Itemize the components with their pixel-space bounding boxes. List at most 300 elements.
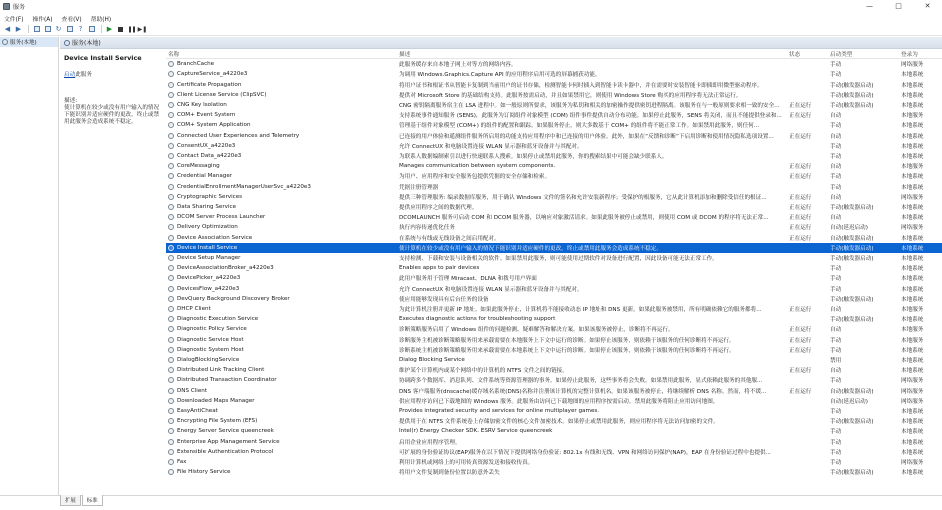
table-row[interactable] [166,355,942,365]
table-row[interactable] [166,192,942,202]
start-service-icon[interactable]: ▶ [106,24,113,33]
service-status: 正在运行 [789,337,812,344]
table-row[interactable] [166,161,942,171]
service-log-on-as: 本地系统 [901,419,924,426]
service-log-on-as: 本地系统 [901,123,924,130]
service-log-on-as: 本地系统 [901,317,924,324]
service-gear-icon [168,184,174,190]
service-description: Intel(r) Energy Checker SDK. ESRV Service queencreek [399,428,553,435]
service-name-cell [166,326,397,332]
table-row[interactable] [166,396,942,406]
service-name: DeviceAssociationBroker_a4220e3 [177,265,274,272]
service-name: Cryptographic Services [177,193,243,200]
service-name-cell [166,153,397,159]
service-name: Fax [177,459,187,466]
service-gear-icon [168,255,174,261]
service-gear-icon [168,469,174,475]
service-gear-icon [168,153,174,159]
table-row[interactable] [166,457,942,467]
help-icon[interactable]: ? [78,24,83,33]
title-bar [0,0,942,13]
table-row[interactable] [166,110,942,120]
service-name-cell [166,71,397,77]
table-row[interactable] [166,416,942,426]
service-name: Diagnostic System Host [177,346,244,353]
service-name: Diagnostic Execution Service [177,316,259,323]
service-name-cell [166,173,397,179]
service-description: 此用户服务用于管理 Miracast、DLNA 和拨号用户界面 [399,276,537,283]
table-row[interactable] [166,304,942,314]
gear-icon [2,39,8,45]
start-service-link[interactable]: 启动 [64,72,76,78]
stop-service-icon[interactable] [116,25,125,34]
service-gear-icon [168,398,174,404]
service-name-cell [166,398,397,404]
service-name: CaptureService_a4220e3 [177,71,248,78]
service-name: ConsentUX_a4220e3 [177,142,236,149]
service-name: DevQuery Background Discovery Broker [177,295,290,302]
service-gear-icon [168,92,174,98]
service-log-on-as: 本地系统 [901,92,924,99]
service-startup-type: 手动 [830,276,842,283]
service-log-on-as: 本地服务 [901,327,924,334]
service-log-on-as: 本地系统 [901,429,924,436]
service-status: 正在运行 [789,388,812,395]
service-log-on-as: 本地系统 [901,102,924,109]
table-row[interactable] [166,263,942,273]
service-description: 使应用能够发现具有后台任务的设备 [399,296,489,303]
service-log-on-as: 本地系统 [901,204,924,211]
service-name-cell [166,133,397,139]
service-startup-type: 手动(触发器启动) [830,92,874,99]
service-description: 诊断策略服务启用了 Windows 组件的问题检测、疑难解答和解决方案。如果该服务被停止，诊断将不再运行。 [399,327,674,334]
service-name-cell [166,337,397,343]
properties-icon[interactable] [43,25,52,34]
service-status: 正在运行 [789,306,812,313]
services-list [166,50,942,495]
minimize-button[interactable]: — [866,2,873,10]
service-log-on-as: 本地系统 [901,470,924,477]
service-startup-type: 自动 [830,133,842,140]
service-description: 诊断服务主机被诊断策略服务用来承载需要在本地服务上下文中运行的诊断。如果停止该服务，则依赖于该服务的任何诊断将不再运行。 [399,337,735,344]
main-pane [60,37,942,495]
service-startup-type: 手动 [830,449,842,456]
service-description: 可扩展的身份验证协议(EAP)服务在以下情况下提供网络身份验证: 802.1x 有线和无线、VPN 和网络访问保护(NAP)。EAP 在身份验证过程中也提供... [399,449,771,456]
table-row[interactable] [166,130,942,140]
table-row[interactable] [166,375,942,385]
service-name-cell [166,449,397,455]
service-name-cell [166,235,397,241]
view-tabs [60,496,104,506]
table-row[interactable] [166,437,942,447]
service-startup-type: 手动 [830,460,842,467]
service-description: CNG 密钥隔离服务宿主在 LSA 进程中。如一般原则所要求，该服务为私钥和相关的加密操作提供密钥进程隔离。该服务在与一般原则要求相一致的安全... [399,102,780,109]
service-gear-icon [168,449,174,455]
service-log-on-as: 本地服务 [901,113,924,120]
service-name: Device Setup Manager [177,254,241,261]
service-gear-icon [168,82,174,88]
table-row[interactable] [166,69,942,79]
service-gear-icon [168,275,174,281]
service-name: CNG Key Isolation [177,101,227,108]
service-startup-type: 手动(触发器启动) [830,419,874,426]
service-name-cell [166,286,397,292]
service-log-on-as: 本地系统 [901,143,924,150]
service-description: 为联系人数据编制索引以进行快速联系人搜索。如果停止或禁用此服务，你的搜索结果中可能会缺少联系人。 [399,153,668,160]
service-name-cell [166,439,397,445]
service-name-cell [166,316,397,322]
service-startup-type: 自动 [830,368,842,375]
table-row[interactable] [166,447,942,457]
table-row[interactable] [166,151,942,161]
service-name-cell [166,204,397,210]
service-name-cell [166,418,397,424]
service-name: Enterprise App Management Service [177,438,280,445]
service-startup-type: 手动 [830,123,842,130]
service-gear-icon [168,245,174,251]
service-status: 正在运行 [789,102,812,109]
table-row[interactable] [166,467,942,477]
service-name: Device Association Service [177,234,253,241]
service-description: 提供应用程序之间的数据代理。 [399,204,478,211]
service-startup-type: 手动(触发器启动) [830,82,874,89]
toolbar-separator [28,25,29,33]
table-row[interactable] [166,314,942,324]
service-log-on-as: 本地系统 [901,235,924,242]
table-row[interactable] [166,222,942,232]
service-log-on-as: 本地服务 [901,337,924,344]
service-log-on-as: 网络服务 [901,398,924,405]
service-status: 正在运行 [789,368,812,375]
start-service-line [64,70,160,78]
service-log-on-as: 本地系统 [901,255,924,262]
service-log-on-as: 本地系统 [901,215,924,222]
service-startup-type: 手动 [830,62,842,69]
service-name-cell [166,469,397,475]
service-description: 在系统与有线或无线设备之间启用配对。 [399,235,500,242]
service-gear-icon [168,204,174,210]
maximize-button[interactable]: □ [895,2,902,10]
service-log-on-as: 本地系统 [901,296,924,303]
tab-extended[interactable]: 扩展 [60,495,81,506]
service-status: 正在运行 [789,235,812,242]
table-row[interactable] [166,283,942,293]
tab-standard[interactable]: 标准 [82,495,103,506]
service-name: Contact Data_a4220e3 [177,152,242,159]
menu-view[interactable]: 查看(V) [61,16,82,23]
service-name-cell [166,265,397,271]
service-description: 提供对 Microsoft Store 的基础结构支持。此服务按需启动，并且如果禁用它，则使用 Windows Store 购买的应用程序将无法正常运行。 [399,92,742,99]
service-name: CoreMessaging [177,163,220,170]
table-row[interactable] [166,294,942,304]
service-name: Data Sharing Service [177,203,237,210]
service-name: Extensible Authentication Protocol [177,448,274,455]
table-row[interactable] [166,212,942,222]
service-name-cell [166,61,397,67]
service-name-cell [166,367,397,373]
column-header-name[interactable]: 名称 [168,52,180,58]
service-description: 提供三种管理服务: 编录数据库服务，用于确认 Windows 文件的签名和允许安装新程序；受保护的根服务，它从此计算机添加和删除受信任的根证... [399,194,767,201]
service-name: Connected User Experiences and Telemetry [177,132,300,139]
service-name-cell [166,459,397,465]
service-description: 为调用 Windows.Graphics.Capture API 的应用程序启用可选的屏幕捕获功能。 [399,72,601,79]
description-panel [60,50,164,495]
service-startup-type: 手动 [830,286,842,293]
service-status: 正在运行 [789,327,812,334]
table-row[interactable] [166,141,942,151]
service-log-on-as: 本地服务 [901,306,924,313]
service-startup-type: 手动 [830,429,842,436]
gear-icon [64,40,70,46]
service-name: Distributed Transaction Coordinator [177,377,277,384]
service-status: 正在运行 [789,225,812,232]
service-gear-icon [168,326,174,332]
service-gear-icon [168,102,174,108]
service-status: 正在运行 [789,347,812,354]
menu-help[interactable]: 帮助(H) [90,16,112,23]
service-name: DialogBlockingService [177,356,240,363]
service-gear-icon [168,296,174,302]
service-name: Certificate Propagation [177,81,242,88]
service-status: 正在运行 [789,113,812,120]
service-startup-type: 手动 [830,184,842,191]
service-log-on-as: 本地系统 [901,82,924,89]
service-name-cell [166,347,397,353]
service-log-on-as: 本地系统 [901,72,924,79]
back-arrow-icon[interactable]: ◀ [4,24,11,33]
service-gear-icon [168,306,174,312]
service-name-cell [166,102,397,108]
service-gear-icon [168,265,174,271]
service-name: COM+ System Application [177,122,251,129]
service-name: Client License Service (ClipSVC) [177,91,267,98]
service-name: DNS Client [177,387,208,394]
table-row[interactable] [166,100,942,110]
service-name-cell [166,163,397,169]
service-startup-type: 自动(触发器启动) [830,235,874,242]
service-description: Executes diagnostic actions for troubleshooting support [399,316,556,323]
table-row[interactable] [166,59,942,69]
service-log-on-as: 本地系统 [901,133,924,140]
service-startup-type: 手动(触发器启动) [830,255,874,262]
table-row[interactable] [166,345,942,355]
pane-header-title: 服务(本地) [72,40,101,47]
service-gear-icon [168,316,174,322]
service-description: 将用户证书和根证书从智能卡复制到当前用户的证书存储，检测智能卡何时插入到智能卡读卡器中，并在需要时安装智能卡即插即用微型驱动程序。 [399,82,763,89]
table-row[interactable] [166,243,942,253]
refresh-icon[interactable]: ↻ [55,24,62,33]
service-gear-icon [168,235,174,241]
service-startup-type: 手动 [830,347,842,354]
service-name-cell [166,82,397,88]
tree-item-services-local[interactable] [0,37,58,47]
service-gear-icon [168,122,174,128]
pane-header [60,37,942,49]
export-list-icon[interactable] [65,25,74,34]
service-startup-type: 手动 [830,72,842,79]
table-row[interactable] [166,90,942,100]
service-gear-icon [168,112,174,118]
service-name-cell [166,184,397,190]
service-log-on-as: 网络服务 [901,62,924,69]
service-name-cell [166,306,397,312]
service-description: 凭据注册管理器 [399,184,439,191]
service-log-on-as: 网络服务 [901,460,924,467]
table-row[interactable] [166,386,942,396]
service-log-on-as: 本地系统 [901,184,924,191]
service-name: Diagnostic Policy Service [177,326,247,333]
service-description: 诊断系统主机被诊断策略服务用来承载需要在本地系统上下文中运行的诊断。如果停止该服务，则依赖于该服务的任何诊断将不再运行。 [399,347,735,354]
service-name-cell [166,214,397,220]
service-name-cell [166,428,397,434]
service-name-cell [166,122,397,128]
service-gear-icon [168,337,174,343]
toolbar [0,23,942,36]
service-name: DCOM Server Process Launcher [177,214,266,221]
service-name: File History Service [177,469,231,476]
service-name-cell [166,245,397,251]
service-startup-type: 自动 [830,215,842,222]
service-description: 供应用程序访问已下载地图的 Windows 服务。此服务由访问已下载地图的应用程序按需启动。禁用此服务将阻止应用访问地图。 [399,398,719,405]
service-description: 此服务缓存来自本地子网上对等方的网络内容。 [399,62,517,69]
service-log-on-as: 网络服务 [901,378,924,385]
service-gear-icon [168,408,174,414]
table-row[interactable] [166,171,942,181]
service-name: Device Install Service [177,244,238,251]
menu-bar [0,13,942,23]
service-name-cell [166,92,397,98]
service-gear-icon [168,194,174,200]
service-description: Enables apps to pair devices [399,265,480,272]
service-log-on-as: 本地系统 [901,174,924,181]
service-gear-icon [168,388,174,394]
service-gear-icon [168,377,174,383]
tree-item-label: 服务(本地) [10,40,37,46]
column-header-log-on-as[interactable]: 登录为 [901,52,918,58]
service-log-on-as: 网络服务 [901,225,924,232]
table-row[interactable] [166,334,942,344]
service-log-on-as: 网络服务 [901,194,924,201]
service-description: 利用计算机或网络上的可用传真资源发送和接收传真。 [399,460,534,467]
service-name: Energy Server Service queencreek [177,428,274,435]
table-row[interactable] [166,202,942,212]
service-gear-icon [168,347,174,353]
service-name: Diagnostic Service Host [177,336,244,343]
service-description: Dialog Blocking Service [399,356,465,363]
service-startup-type: 手动 [830,439,842,446]
services-app-icon [3,3,10,10]
service-name-cell [166,143,397,149]
service-name: EasyAntiCheat [177,408,218,414]
service-log-on-as: 本地系统 [901,153,924,160]
description-label: 描述: [64,98,78,104]
table-row[interactable] [166,232,942,242]
service-gear-icon [168,71,174,77]
pause-service-icon[interactable]: ❚❚ [127,25,136,33]
service-startup-type: 自动 [830,327,842,334]
service-gear-icon [168,459,174,465]
forward-arrow-icon[interactable]: ▶ [15,24,22,33]
service-gear-icon [168,418,174,424]
service-gear-icon [168,286,174,292]
service-name-cell [166,377,397,383]
service-name: DHCP Client [177,305,211,312]
service-startup-type: 自动 [830,113,842,120]
service-startup-type: 自动(延迟启动) [830,225,868,232]
status-divider [0,495,942,496]
service-description: 将用户文件复制到备份位置以防意外丢失 [399,470,500,477]
restart-service-icon[interactable]: ▶❚ [137,25,148,33]
close-button[interactable]: ✕ [924,2,931,10]
service-name-cell [166,408,397,414]
service-startup-type: 自动 [830,194,842,201]
console-tree [0,37,59,495]
table-row[interactable] [166,181,942,191]
service-gear-icon [168,439,174,445]
service-log-on-as: 本地系统 [901,357,924,364]
service-startup-type: 手动 [830,337,842,344]
column-header-startup-type[interactable]: 启动类型 [830,52,853,58]
service-name: DevicesFlow_a4220e3 [177,285,240,292]
menu-action[interactable]: 操作(A) [32,16,53,23]
table-row[interactable] [166,120,942,130]
column-header-status[interactable]: 状态 [789,52,801,58]
column-header-description[interactable]: 描述 [399,52,411,58]
service-gear-icon [168,61,174,67]
service-description: 使计算机在较少或没有用户输入的情况下能识别并适应硬件的更改。终止或禁用此服务会造成系统不稳定。 [399,245,662,252]
service-name-cell [166,194,397,200]
table-row[interactable] [166,365,942,375]
service-description: Provides integrated security and services for online multiplayer games. [399,408,600,414]
service-description: 允许 ConnectUX 和电脑设置连接 WLAN 显示器和蓝牙设备并与其配对。 [399,286,583,293]
service-description: 支持检测、下载和安装与设备相关的软件。如果禁用此服务，则可能使用过期软件对设备进行配置，因此设备可能无法正常工作。 [399,255,718,262]
service-name: COM+ Event System [177,112,236,119]
service-description: 为用户、应用程序和安全服务包提供凭据的安全存储和检索。 [399,174,551,181]
service-gear-icon [168,428,174,434]
service-startup-type: 手动(触发器启动) [830,317,874,324]
service-startup-type: 手动(触发器启动) [830,102,874,109]
service-startup-type: 手动 [830,143,842,150]
table-row[interactable] [166,426,942,436]
view-icon[interactable] [87,25,96,34]
service-name-cell [166,357,397,363]
service-description: 提供用于在 NTFS 文件系统卷上存储加密文件的核心文件加密技术。如果停止或禁用此服务，则应用程序将无法访问加密的文件。 [399,419,719,426]
service-description: 已连接的用户体验和遥测组件服务所启用的功能支持应用程序中和已连接的用户体验。此外，如果在“反馈和诊断”下启用诊断和使用情况隐私选项设置... [399,133,774,140]
service-log-on-as: 本地系统 [901,368,924,375]
service-gear-icon [168,214,174,220]
toolbar-separator [101,25,102,33]
table-row[interactable] [166,406,942,416]
service-name: Distributed Link Tracking Client [177,367,265,374]
table-row[interactable] [166,253,942,263]
service-log-on-as: 本地系统 [901,245,924,252]
menu-file[interactable]: 文件(F) [4,16,24,23]
service-name: Credential Manager [177,173,233,180]
table-row[interactable] [166,324,942,334]
service-name-cell [166,388,397,394]
service-log-on-as: 本地系统 [901,439,924,446]
table-row[interactable] [166,273,942,283]
window-controls [855,0,942,13]
service-log-on-as: 本地系统 [901,276,924,283]
service-description: 允许 ConnectUX 和电脑设置连接 WLAN 显示器和蓝牙设备并与其配对。 [399,143,583,150]
service-gear-icon [168,133,174,139]
table-row[interactable] [166,79,942,89]
show-tree-icon[interactable] [32,25,41,34]
description-text: 使计算机在较少或没有用户输入的情况下能识别并适应硬件的更改。终止或禁用此服务会造成系统不稳定。 [64,105,160,125]
service-log-on-as: 本地系统 [901,409,924,415]
service-startup-type: 手动 [830,409,842,415]
